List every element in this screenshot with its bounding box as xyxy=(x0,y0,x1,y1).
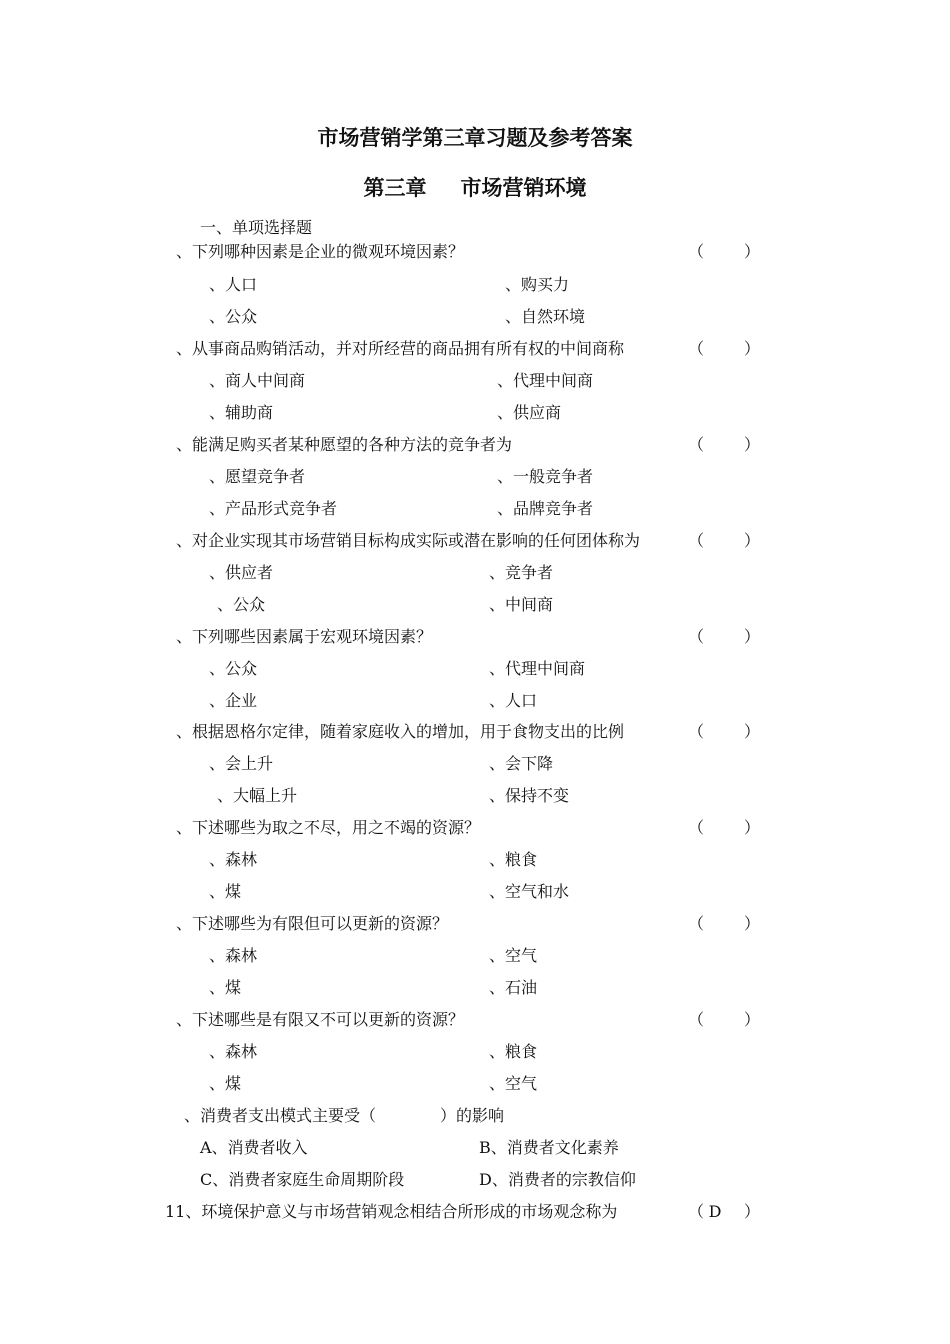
option-7a: 、森林 xyxy=(209,850,258,869)
document-page: 市场营销学第三章习题及参考答案 第三章 市场营销环境 一、单项选择题 、下列哪种因素是企业的微观环境因素？ （ ） 、人口 、购买力 、公众 、自然环境 、从事商品购销活动，并对所经营的商品拥有所有权的中间商称 （ ） 、商人中间商 、代理中间商 、辅助商 、供应商 、能满足购买者某种愿望的各种方法的竞争者为 （ ） 、愿望竞争者 、一般竞争者 、产品形式竞争者 、品牌竞争者 、对企业实现其市场营销目标构成实际或潜在影响的任何团体称为 （ ） 、供应者 、竞争者 、公众 、中间商 、下列哪些因素属于宏观环境因素？ （ ） 、公众 、代理中间商 、企业 、人口 、根据恩格尔定律，随着家庭收入的增加，用于食物支出的比例 （ ） 、会上升 、会下降 、大幅上升 、保持不变 、下述哪些为取之不尽，用之不竭的资源？ （ ） 、森林 、粮食 、煤 、空气和水 、下述哪些为有限但可以更新的资源？ （ ） 、森林 、空气 、煤 、石油 、下述哪些是有限又不可以更新的资源？ （ ） 、森林 、粮食 、煤 、空气 、消费者支出模式主要受（ ）的影响 A、消费者收入 B、消费者文化素养 C、消费者家庭生命周期阶段 D、消费者的宗教信仰 11、环境保护意义与市场营销观念相结合所形成的市场观念称为 （ D ） xyxy=(0,0,950,1344)
option-4c: 、公众 xyxy=(217,595,266,614)
option-6d: 、保持不变 xyxy=(489,786,570,805)
document-title: 市场营销学第三章习题及参考答案 xyxy=(317,126,633,150)
option-3d: 、品牌竞争者 xyxy=(497,499,594,518)
option-7b: 、粮食 xyxy=(489,850,538,869)
option-8d: 、石油 xyxy=(489,978,538,997)
question-9: 、下述哪些是有限又不可以更新的资源？ xyxy=(176,1010,465,1029)
option-10c: C、消费者家庭生命周期阶段 xyxy=(200,1170,405,1189)
question-10: 、消费者支出模式主要受（ ）的影响 xyxy=(184,1106,505,1125)
option-1a: 、人口 xyxy=(209,275,258,294)
question-4: 、对企业实现其市场营销目标构成实际或潜在影响的任何团体称为 xyxy=(176,531,641,550)
option-4d: 、中间商 xyxy=(489,595,554,614)
chapter-title xyxy=(0,172,950,202)
chapter-name: 市场营销环境 xyxy=(460,176,587,200)
question-8: 、下述哪些为有限但可以更新的资源？ xyxy=(176,914,449,933)
answer-value-11: D xyxy=(708,1202,722,1221)
option-7c: 、煤 xyxy=(209,882,242,901)
option-5d: 、人口 xyxy=(489,691,538,710)
option-9c: 、煤 xyxy=(209,1074,242,1093)
option-7d: 、空气和水 xyxy=(489,882,570,901)
option-1d: 、自然环境 xyxy=(505,307,586,326)
option-3a: 、愿望竞争者 xyxy=(209,467,306,486)
option-10d: D、消费者的宗教信仰 xyxy=(479,1170,636,1189)
option-1c: 、公众 xyxy=(209,307,258,326)
option-8b: 、空气 xyxy=(489,946,538,965)
option-3b: 、一般竞争者 xyxy=(497,467,594,486)
option-5c: 、企业 xyxy=(209,691,258,710)
question-3: 、能满足购买者某种愿望的各种方法的竞争者为 xyxy=(176,435,513,454)
question-1: 、下列哪种因素是企业的微观环境因素？ xyxy=(176,242,465,261)
section-heading: 一、单项选择题 xyxy=(200,218,313,237)
option-10a: A、消费者收入 xyxy=(200,1138,308,1157)
option-3c: 、产品形式竞争者 xyxy=(209,499,338,518)
question-5: 、下列哪些因素属于宏观环境因素？ xyxy=(176,627,433,646)
chapter-number: 第三章 xyxy=(363,176,427,200)
option-5b: 、代理中间商 xyxy=(489,659,586,678)
option-6b: 、会下降 xyxy=(489,754,554,773)
option-9d: 、空气 xyxy=(489,1074,538,1093)
option-4b: 、竞争者 xyxy=(489,563,554,582)
question-7: 、下述哪些为取之不尽，用之不竭的资源？ xyxy=(176,818,481,837)
option-2b: 、代理中间商 xyxy=(497,371,594,390)
option-1b: 、购买力 xyxy=(505,275,570,294)
option-8c: 、煤 xyxy=(209,978,242,997)
option-5a: 、公众 xyxy=(209,659,258,678)
option-2c: 、辅助商 xyxy=(209,403,274,422)
question-2: 、从事商品购销活动，并对所经营的商品拥有所有权的中间商称 xyxy=(176,339,625,358)
question-6: 、根据恩格尔定律，随着家庭收入的增加，用于食物支出的比例 xyxy=(176,722,625,741)
option-2d: 、供应商 xyxy=(497,403,562,422)
option-9b: 、粮食 xyxy=(489,1042,538,1061)
question-11: 11、环境保护意义与市场营销观念相结合所形成的市场观念称为 xyxy=(165,1202,618,1221)
option-2a: 、商人中间商 xyxy=(209,371,306,390)
option-6c: 、大幅上升 xyxy=(217,786,298,805)
option-6a: 、会上升 xyxy=(209,754,274,773)
option-4a: 、供应者 xyxy=(209,563,274,582)
option-8a: 、森林 xyxy=(209,946,258,965)
option-10b: B、消费者文化素养 xyxy=(479,1138,619,1157)
option-9a: 、森林 xyxy=(209,1042,258,1061)
